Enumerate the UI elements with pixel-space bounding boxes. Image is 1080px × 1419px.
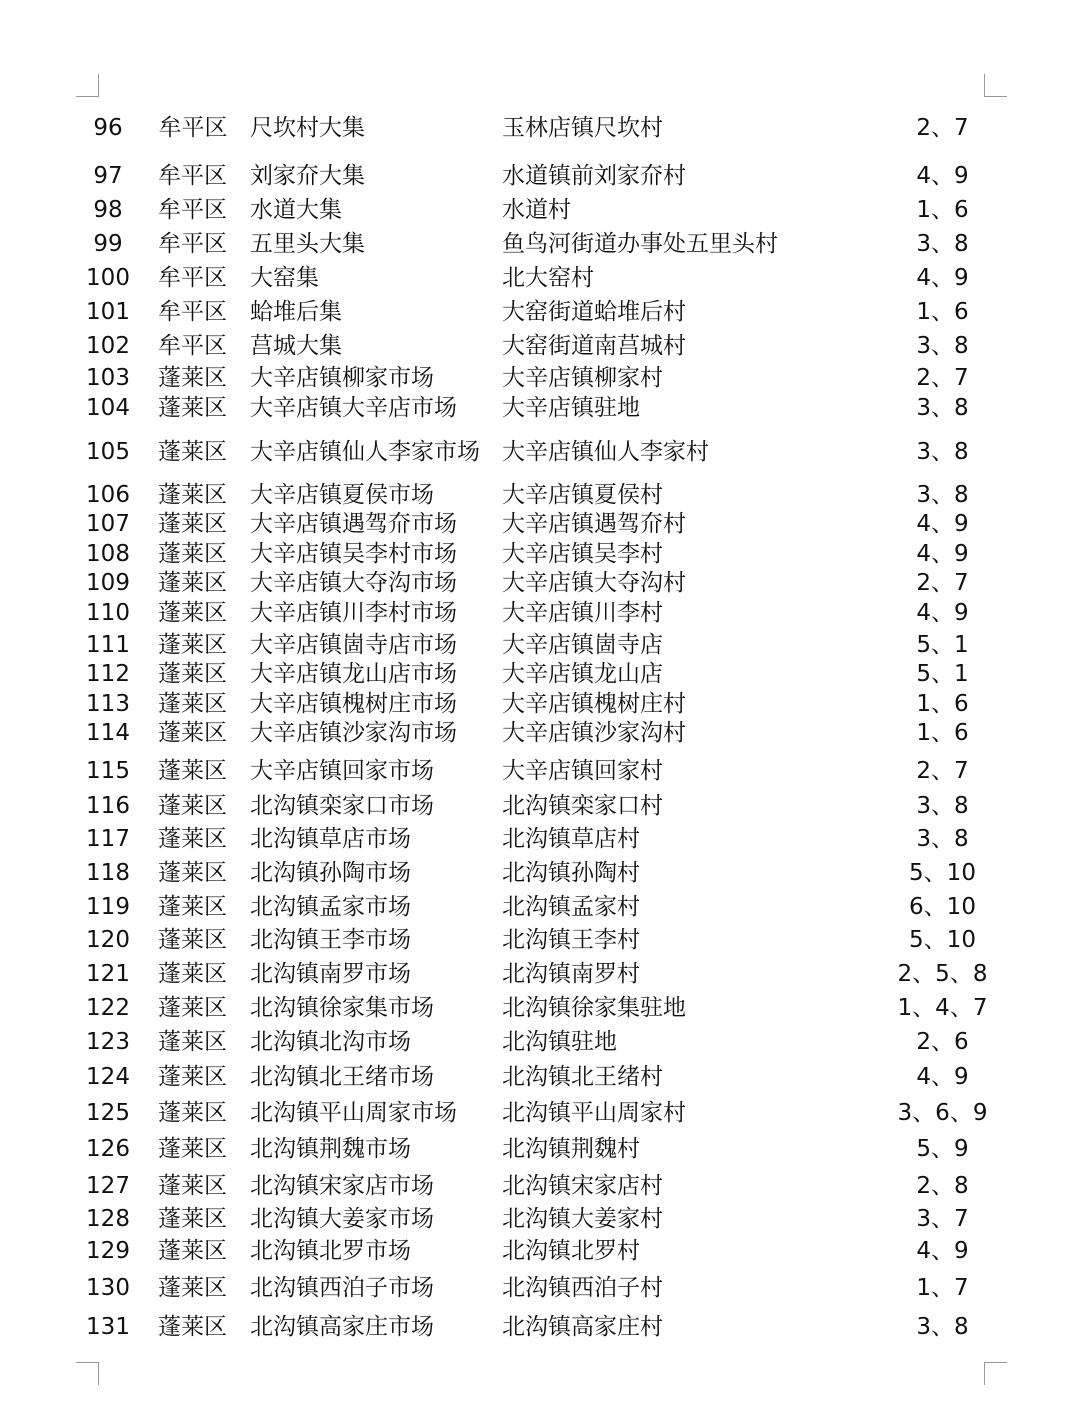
district-cell: 蓬莱区 [158, 894, 227, 920]
table-row [0, 1171, 1080, 1201]
row-number: 96 [93, 115, 123, 141]
district-cell: 蓬莱区 [158, 482, 227, 508]
district-cell: 蓬莱区 [158, 1136, 227, 1162]
row-number: 109 [86, 570, 130, 596]
district-cell: 牟平区 [158, 299, 227, 325]
district-cell: 蓬莱区 [158, 793, 227, 819]
location-cell: 北沟镇南罗村 [502, 961, 640, 987]
location-cell: 大辛店镇夏侯村 [502, 482, 663, 508]
location-cell: 水道镇前刘家夼村 [502, 163, 686, 189]
market-name-cell: 大辛店镇吴李村市场 [250, 541, 457, 567]
district-cell: 蓬莱区 [158, 541, 227, 567]
location-cell: 大辛店镇柳家村 [502, 365, 663, 391]
market-days-cell: 1、6 [916, 691, 969, 717]
row-number: 104 [86, 395, 130, 421]
district-cell: 蓬莱区 [158, 1314, 227, 1340]
market-days-cell: 3、8 [916, 333, 969, 359]
district-cell: 蓬莱区 [158, 511, 227, 537]
table-row [0, 892, 1080, 922]
location-cell: 北沟镇宋家店村 [502, 1173, 663, 1199]
location-cell: 北沟镇草店村 [502, 826, 640, 852]
location-cell: 北沟镇徐家集驻地 [502, 995, 686, 1021]
location-cell: 北沟镇孙陶村 [502, 860, 640, 886]
location-cell: 北沟镇孟家村 [502, 894, 640, 920]
row-number: 107 [86, 511, 130, 537]
market-days-cell: 4、9 [916, 1238, 969, 1264]
row-number: 121 [86, 961, 130, 987]
market-name-cell: 北沟镇孙陶市场 [250, 860, 411, 886]
district-cell: 蓬莱区 [158, 720, 227, 746]
market-name-cell: 水道大集 [250, 197, 342, 223]
table-row [0, 1273, 1080, 1303]
table-row [0, 539, 1080, 569]
location-cell: 大窑街道南莒城村 [502, 333, 686, 359]
district-cell: 蓬莱区 [158, 758, 227, 784]
market-name-cell: 北沟镇宋家店市场 [250, 1173, 434, 1199]
market-name-cell: 北沟镇北罗市场 [250, 1238, 411, 1264]
market-name-cell: 刘家夼大集 [250, 163, 365, 189]
table-row [0, 1204, 1080, 1234]
market-name-cell: 大辛店镇夏侯市场 [250, 482, 434, 508]
market-name-cell: 大辛店镇回家市场 [250, 758, 434, 784]
location-cell: 北沟镇荆魏村 [502, 1136, 640, 1162]
table-row [0, 689, 1080, 719]
market-days-cell: 5、1 [916, 661, 969, 687]
district-cell: 蓬莱区 [158, 1206, 227, 1232]
row-number: 113 [86, 691, 130, 717]
location-cell: 大辛店镇川李村 [502, 600, 663, 626]
row-number: 98 [93, 197, 123, 223]
row-number: 119 [86, 894, 130, 920]
location-cell: 大辛店镇槐树庄村 [502, 691, 686, 717]
market-name-cell: 大辛店镇遇驾夼市场 [250, 511, 457, 537]
market-name-cell: 北沟镇栾家口市场 [250, 793, 434, 819]
market-days-cell: 5、10 [909, 860, 976, 886]
table-row [0, 161, 1080, 191]
location-cell: 北沟镇大姜家村 [502, 1206, 663, 1232]
row-number: 120 [86, 927, 130, 953]
market-days-cell: 4、9 [916, 600, 969, 626]
district-cell: 牟平区 [158, 265, 227, 291]
table-row [0, 480, 1080, 510]
table-row [0, 598, 1080, 628]
market-days-cell: 2、5、8 [897, 961, 988, 987]
district-cell: 蓬莱区 [158, 691, 227, 717]
district-cell: 蓬莱区 [158, 1100, 227, 1126]
market-days-cell: 3、6、9 [897, 1100, 988, 1126]
table-row [0, 229, 1080, 259]
location-cell: 北沟镇平山周家村 [502, 1100, 686, 1126]
market-name-cell: 尺坎村大集 [250, 115, 365, 141]
market-days-cell: 2、7 [916, 758, 969, 784]
table-row [0, 393, 1080, 423]
table-row [0, 659, 1080, 689]
district-cell: 蓬莱区 [158, 661, 227, 687]
table-row [0, 1098, 1080, 1128]
row-number: 106 [86, 482, 130, 508]
row-number: 110 [86, 600, 130, 626]
table-row [0, 1236, 1080, 1266]
row-number: 101 [86, 299, 130, 325]
table-row [0, 925, 1080, 955]
district-cell: 蓬莱区 [158, 395, 227, 421]
market-days-cell: 1、6 [916, 720, 969, 746]
table-row [0, 1027, 1080, 1057]
market-days-cell: 2、7 [916, 365, 969, 391]
table-row [0, 718, 1080, 748]
table-row [0, 756, 1080, 786]
market-name-cell: 大辛店镇沙家沟市场 [250, 720, 457, 746]
row-number: 108 [86, 541, 130, 567]
district-cell: 牟平区 [158, 163, 227, 189]
row-number: 123 [86, 1029, 130, 1055]
market-name-cell: 大辛店镇仙人李家市场 [250, 439, 480, 465]
table-row [0, 297, 1080, 327]
row-number: 112 [86, 661, 130, 687]
district-cell: 蓬莱区 [158, 1238, 227, 1264]
table-row [0, 100, 1080, 156]
district-cell: 蓬莱区 [158, 570, 227, 596]
district-cell: 蓬莱区 [158, 995, 227, 1021]
location-cell: 大辛店镇仙人李家村 [502, 439, 709, 465]
market-name-cell: 大辛店镇崮寺店市场 [250, 632, 457, 658]
location-cell: 大窑街道蛤堆后村 [502, 299, 686, 325]
row-number: 126 [86, 1136, 130, 1162]
market-name-cell: 蛤堆后集 [250, 299, 342, 325]
location-cell: 北沟镇北罗村 [502, 1238, 640, 1264]
row-number: 124 [86, 1064, 130, 1090]
row-number: 97 [93, 163, 123, 189]
market-name-cell: 北沟镇大姜家市场 [250, 1206, 434, 1232]
market-name-cell: 五里头大集 [250, 231, 365, 257]
row-number: 115 [86, 758, 130, 784]
row-number: 100 [86, 265, 130, 291]
market-name-cell: 北沟镇平山周家市场 [250, 1100, 457, 1126]
market-days-cell: 1、6 [916, 197, 969, 223]
district-cell: 蓬莱区 [158, 1173, 227, 1199]
market-days-cell: 3、8 [916, 1314, 969, 1340]
row-number: 125 [86, 1100, 130, 1126]
location-cell: 北沟镇驻地 [502, 1029, 617, 1055]
market-name-cell: 北沟镇高家庄市场 [250, 1314, 434, 1340]
market-days-cell: 2、8 [916, 1173, 969, 1199]
row-number: 131 [86, 1314, 130, 1340]
district-cell: 牟平区 [158, 115, 228, 141]
row-number: 129 [86, 1238, 130, 1264]
market-name-cell: 大辛店镇大辛店市场 [250, 395, 457, 421]
district-cell: 蓬莱区 [158, 365, 227, 391]
market-days-cell: 3、7 [916, 1206, 969, 1232]
market-name-cell: 大窑集 [250, 265, 319, 291]
market-days-cell: 2、7 [916, 115, 969, 141]
location-cell: 大辛店镇回家村 [502, 758, 663, 784]
market-name-cell: 大辛店镇大夺沟市场 [250, 570, 457, 596]
market-days-cell: 4、9 [916, 541, 969, 567]
table-row [0, 858, 1080, 888]
market-days-cell: 1、6 [916, 299, 969, 325]
market-name-cell: 北沟镇荆魏市场 [250, 1136, 411, 1162]
location-cell: 大辛店镇吴李村 [502, 541, 663, 567]
row-number: 111 [86, 632, 130, 658]
market-days-cell: 3、8 [916, 439, 969, 465]
market-name-cell: 大辛店镇川李村市场 [250, 600, 457, 626]
table-row [0, 993, 1080, 1023]
market-name-cell: 北沟镇北沟市场 [250, 1029, 411, 1055]
row-number: 122 [86, 995, 130, 1021]
market-name-cell: 北沟镇孟家市场 [250, 894, 411, 920]
row-number: 128 [86, 1206, 130, 1232]
market-days-cell: 3、8 [916, 793, 969, 819]
table-row [0, 195, 1080, 225]
district-cell: 蓬莱区 [158, 600, 227, 626]
market-days-cell: 2、6 [916, 1029, 969, 1055]
market-days-cell: 1、4、7 [897, 995, 988, 1021]
market-name-cell: 北沟镇王李市场 [250, 927, 411, 953]
table-row [0, 263, 1080, 293]
location-cell: 北沟镇栾家口村 [502, 793, 663, 819]
market-days-cell: 4、9 [916, 1064, 969, 1090]
location-cell: 北大窑村 [502, 265, 594, 291]
location-cell: 大辛店镇崮寺店 [502, 632, 663, 658]
district-cell: 蓬莱区 [158, 826, 227, 852]
market-days-cell: 3、8 [916, 826, 969, 852]
location-cell: 大辛店镇遇驾夼村 [502, 511, 686, 537]
district-cell: 牟平区 [158, 231, 227, 257]
market-days-cell: 5、1 [916, 632, 969, 658]
location-cell: 玉林店镇尺坎村 [502, 115, 663, 141]
market-days-cell: 4、9 [916, 511, 969, 537]
table-row [0, 630, 1080, 660]
district-cell: 牟平区 [158, 197, 227, 223]
district-cell: 牟平区 [158, 333, 227, 359]
table-row [0, 1062, 1080, 1092]
market-days-cell: 3、8 [916, 482, 969, 508]
district-cell: 蓬莱区 [158, 927, 227, 953]
district-cell: 蓬莱区 [158, 961, 227, 987]
location-cell: 北沟镇北王绪村 [502, 1064, 663, 1090]
location-cell: 大辛店镇沙家沟村 [502, 720, 686, 746]
table-row [0, 1312, 1080, 1342]
market-name-cell: 北沟镇草店市场 [250, 826, 411, 852]
table-row [0, 959, 1080, 989]
table-row [0, 424, 1080, 480]
market-name-cell: 大辛店镇龙山店市场 [250, 661, 457, 687]
location-cell: 大辛店镇驻地 [502, 395, 640, 421]
market-name-cell: 大辛店镇槐树庄市场 [250, 691, 457, 717]
market-name-cell: 莒城大集 [250, 333, 342, 359]
row-number: 103 [86, 365, 130, 391]
location-cell: 大辛店镇龙山店 [502, 661, 663, 687]
district-cell: 蓬莱区 [158, 439, 227, 465]
table-row [0, 331, 1080, 361]
row-number: 102 [86, 333, 130, 359]
market-days-cell: 5、10 [909, 927, 976, 953]
market-days-cell: 2、7 [916, 570, 969, 596]
market-days-cell: 3、8 [916, 231, 969, 257]
district-cell: 蓬莱区 [158, 632, 227, 658]
row-number: 127 [86, 1173, 130, 1199]
table-row [0, 824, 1080, 854]
market-name-cell: 北沟镇北王绪市场 [250, 1064, 434, 1090]
row-number: 116 [86, 793, 130, 819]
market-days-cell: 6、10 [909, 894, 976, 920]
district-cell: 蓬莱区 [158, 1064, 227, 1090]
row-number: 118 [86, 860, 130, 886]
table-row [0, 363, 1080, 393]
table-row [0, 1134, 1080, 1164]
location-cell: 水道村 [502, 197, 571, 223]
location-cell: 北沟镇高家庄村 [502, 1314, 663, 1340]
table-row [0, 791, 1080, 821]
row-number: 117 [86, 826, 130, 852]
market-days-cell: 4、9 [916, 265, 969, 291]
location-cell: 鱼鸟河街道办事处五里头村 [502, 231, 778, 257]
row-number: 105 [86, 439, 130, 465]
district-cell: 蓬莱区 [158, 860, 227, 886]
location-cell: 北沟镇王李村 [502, 927, 640, 953]
location-cell: 北沟镇西泊子村 [502, 1275, 663, 1301]
market-days-cell: 4、9 [916, 163, 969, 189]
market-days-cell: 5、9 [916, 1136, 969, 1162]
district-cell: 蓬莱区 [158, 1275, 227, 1301]
row-number: 99 [93, 231, 123, 257]
district-cell: 蓬莱区 [158, 1029, 227, 1055]
market-name-cell: 北沟镇徐家集市场 [250, 995, 434, 1021]
row-number: 130 [86, 1275, 130, 1301]
market-name-cell: 北沟镇南罗市场 [250, 961, 411, 987]
row-number: 114 [86, 720, 130, 746]
table-row [0, 509, 1080, 539]
market-days-cell: 3、8 [916, 395, 969, 421]
market-days-cell: 1、7 [916, 1275, 969, 1301]
location-cell: 大辛店镇大夺沟村 [502, 570, 686, 596]
table-row [0, 568, 1080, 598]
market-name-cell: 北沟镇西泊子市场 [250, 1275, 434, 1301]
market-name-cell: 大辛店镇柳家市场 [250, 365, 434, 391]
